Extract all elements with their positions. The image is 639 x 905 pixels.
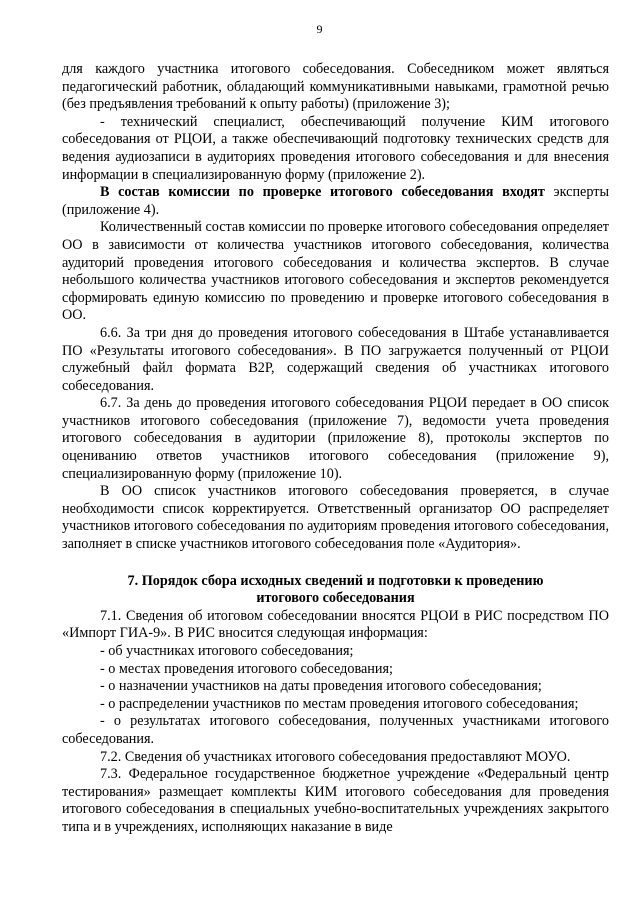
paragraph-7-1: 7.1. Сведения об итоговом собеседовании вносятся РЦОИ в РИС посредством ПО «Импорт ГИА-9». В РИС вносится следующая информация: bbox=[62, 607, 609, 642]
section-heading-7 bbox=[62, 573, 609, 608]
paragraph-7-3: 7.3. Федеральное государственное бюджетное учреждение «Федеральный центр тестирования» размещает комплекты КИМ итогового собеседования для проведения итогового собеседования в специальных учебно-воспитательных учреждениях закрытого типа и в учреждениях, исполняющих наказание в виде bbox=[62, 766, 609, 835]
paragraph-6-7: 6.7. За день до проведения итогового собеседования РЦОИ передает в ОО список участников итогового собеседования (приложение 7), ведомости учета проведения итогового собеседования в аудитории (приложение 8), протоколы экспертов по оцениванию ответов участников итогового собеседования (приложение 9), специализированную форму (приложение 10). bbox=[62, 395, 609, 482]
paragraph-commission-size: Количественный состав комиссии по проверке итогового собеседования определяет ОО в зависимости от количества участников итогового собеседования, количества аудиторий проведения итогового собеседования и количества экспертов. В случае небольшого количества участников итогового собеседования и экспертов рекомендуется сформировать единую комиссию по проведению и проверке итогового собеседования в ОО. bbox=[62, 219, 609, 324]
list-item: - об участниках итогового собеседования; bbox=[100, 643, 354, 659]
list-item: - о результатах итогового собеседования, полученных участниками итогового собеседования. bbox=[62, 713, 609, 747]
paragraph-continuation: для каждого участника итогового собеседования. Собеседником может являться педагогический работник, обладающий коммуникативными навыками, грамотной речью (без предъявления требований к опыту работы) (приложение 3); bbox=[62, 61, 609, 113]
list-item: - о местах проведения итогового собеседования; bbox=[100, 660, 393, 677]
section-heading-line-1: 7. Порядок сбора исходных сведений и подготовки к проведению bbox=[127, 572, 544, 589]
commission-composition-rest: эксперты (приложение 4). bbox=[62, 184, 609, 218]
paragraph-6-6: 6.6. За три дня до проведения итогового собеседования в Штабе устанавливается ПО «Результаты итогового собеседования». В ПО загружается полученный от РЦОИ служебный файл формата В2Р, содержащий сведения об участниках итогового собеседования. bbox=[62, 324, 609, 394]
commission-composition-bold: В состав комиссии по проверке итогового собеседования входят bbox=[100, 184, 545, 201]
page-number: 9 bbox=[316, 22, 323, 36]
paragraph-participant-list: В ОО список участников итогового собеседования проверяется, в случае необходимости список корректируется. Ответственный организатор ОО распределяет участников итогового собеседования по аудиториям проведения итогового собеседования, заполняет в списке участников итогового собеседования поле «Аудитория». bbox=[62, 483, 609, 553]
document-body bbox=[62, 61, 609, 837]
list-item: - о назначении участников на даты проведения итогового собеседования; bbox=[100, 678, 542, 695]
paragraph-commission-composition bbox=[62, 184, 609, 219]
paragraph-technical-specialist: - технический специалист, обеспечивающий получение КИМ итогового собеседования от РЦОИ, а также обеспечивающий подготовку технических средств для ведения аудиозаписи в аудиториях проведения итогового собеседования и для внесения информации в специализированную форму (приложение 2). bbox=[62, 113, 609, 183]
paragraph-7-2: 7.2. Сведения об участниках итогового собеседования предоставляют МОУО. bbox=[100, 748, 571, 765]
list-item: - о распределении участников по местам проведения итогового собеседования; bbox=[100, 695, 579, 712]
section-heading-line-2: итогового собеседования bbox=[256, 590, 415, 607]
